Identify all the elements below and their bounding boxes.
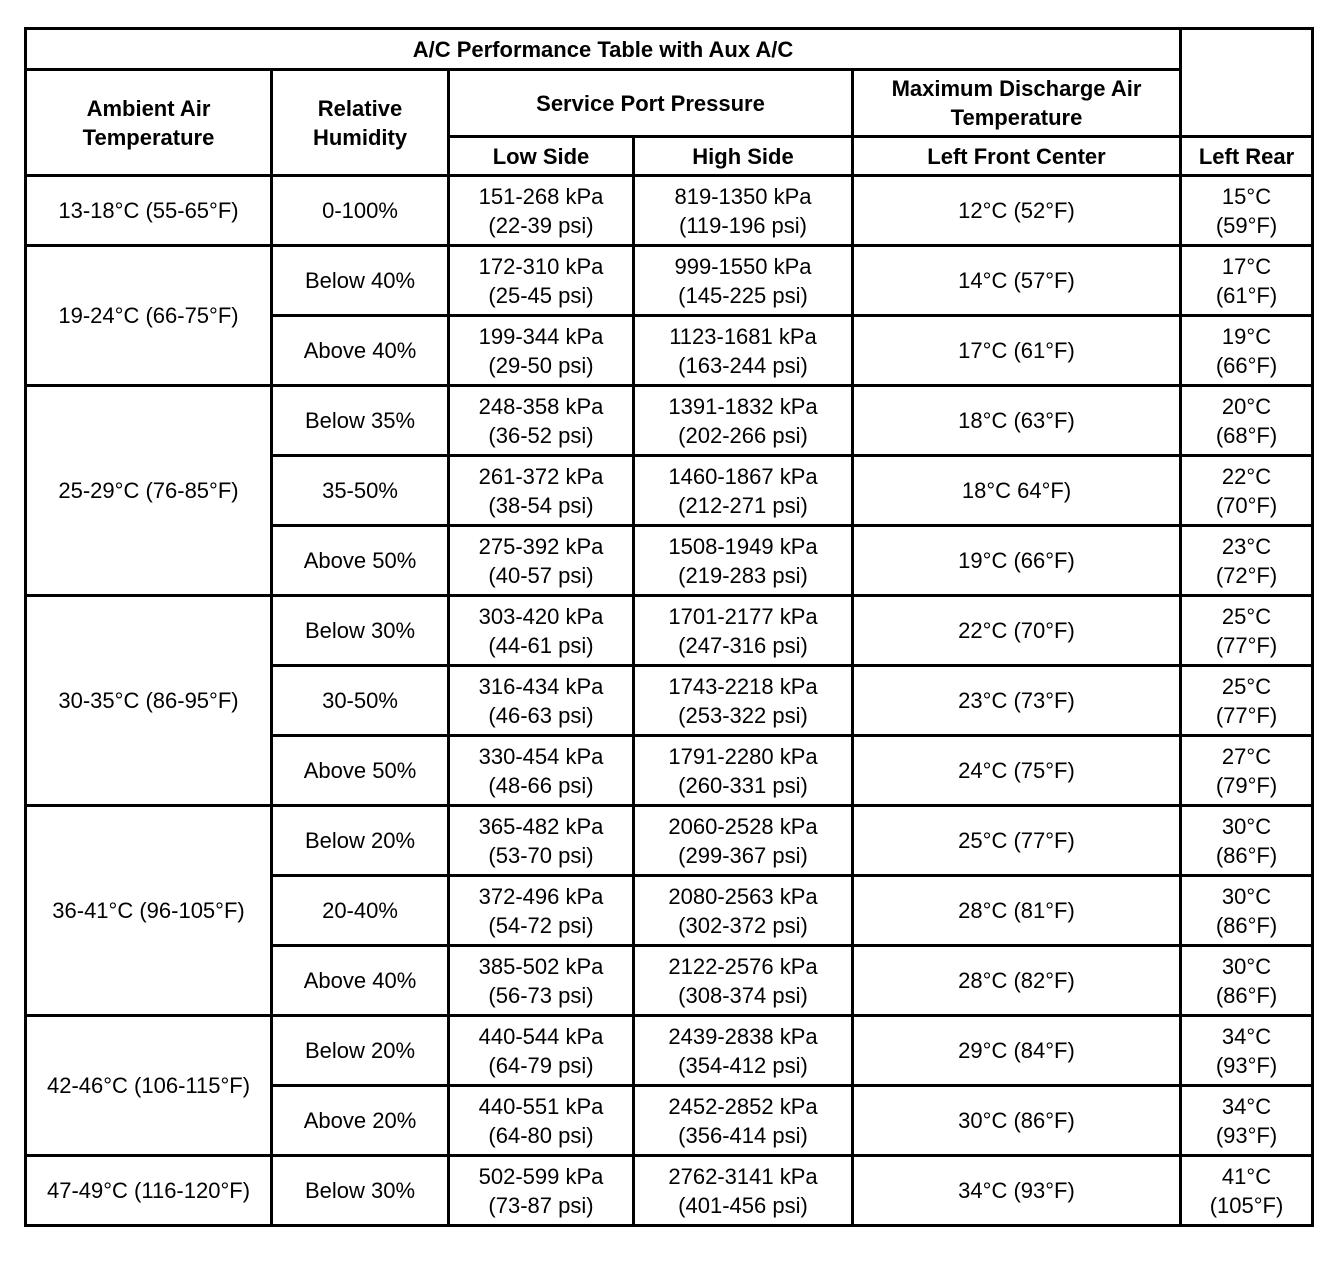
header-left-front-center: Left Front Center (853, 137, 1181, 176)
left-rear-cell-line: 15°C (1221, 183, 1272, 209)
low-side-cell (449, 386, 634, 456)
humidity-cell: Below 30% (272, 1156, 449, 1226)
low-side-cell-line: 303-420 kPa (478, 603, 604, 629)
left-front-center-cell: 23°C (73°F) (853, 666, 1181, 736)
left-rear-cell-line: 30°C (1221, 813, 1272, 839)
humidity-cell: Below 35% (272, 386, 449, 456)
left-rear-cell (1181, 596, 1313, 666)
header-ambient: Ambient Air Temperature (26, 70, 272, 176)
high-side-cell-line: (163-244 psi) (678, 352, 808, 378)
low-side-cell-line: 275-392 kPa (478, 533, 604, 559)
left-front-center-cell: 24°C (75°F) (853, 736, 1181, 806)
high-side-cell-line: 2060-2528 kPa (668, 813, 818, 839)
table-title: A/C Performance Table with Aux A/C (26, 29, 1181, 70)
high-side-cell-line: 1701-2177 kPa (668, 603, 818, 629)
low-side-cell-line: (64-79 psi) (488, 1052, 594, 1078)
table-row (26, 386, 1313, 456)
high-side-cell-line: (401-456 psi) (678, 1192, 808, 1218)
left-rear-cell (1181, 246, 1313, 316)
ambient-temp-cell: 47-49°C (116-120°F) (26, 1156, 272, 1226)
low-side-cell (449, 1086, 634, 1156)
ac-performance-table (24, 27, 1314, 1227)
humidity-cell: Below 40% (272, 246, 449, 316)
low-side-cell-line: 372-496 kPa (478, 883, 604, 909)
left-rear-cell (1181, 526, 1313, 596)
left-rear-cell-line: 34°C (1221, 1093, 1272, 1119)
high-side-cell-line: (354-412 psi) (678, 1052, 808, 1078)
low-side-cell-line: (46-63 psi) (488, 702, 594, 728)
left-front-center-cell: 30°C (86°F) (853, 1086, 1181, 1156)
low-side-cell (449, 316, 634, 386)
left-rear-cell (1181, 946, 1313, 1016)
high-side-cell (634, 456, 853, 526)
high-side-cell-line: 1123-1681 kPa (669, 323, 817, 349)
left-rear-cell-line: (105°F) (1209, 1192, 1284, 1218)
low-side-cell (449, 1156, 634, 1226)
high-side-cell (634, 666, 853, 736)
high-side-cell-line: 1508-1949 kPa (668, 533, 818, 559)
low-side-cell-line: 440-544 kPa (478, 1023, 604, 1049)
high-side-cell (634, 526, 853, 596)
low-side-cell-line: 502-599 kPa (478, 1163, 604, 1189)
left-rear-cell (1181, 806, 1313, 876)
high-side-cell (634, 1016, 853, 1086)
high-side-cell-line: 1791-2280 kPa (668, 743, 818, 769)
high-side-cell-line: (212-271 psi) (678, 492, 808, 518)
high-side-cell (634, 246, 853, 316)
high-side-cell-line: (299-367 psi) (678, 842, 808, 868)
low-side-cell-line: (54-72 psi) (488, 912, 594, 938)
left-rear-cell-line: 25°C (1221, 673, 1272, 699)
high-side-cell (634, 946, 853, 1016)
left-rear-cell-line: (61°F) (1215, 282, 1278, 308)
left-front-center-cell: 34°C (93°F) (853, 1156, 1181, 1226)
low-side-cell-line: (56-73 psi) (488, 982, 594, 1008)
left-rear-cell (1181, 736, 1313, 806)
low-side-cell (449, 596, 634, 666)
left-front-center-cell: 17°C (61°F) (853, 316, 1181, 386)
ambient-temp-cell: 36-41°C (96-105°F) (26, 806, 272, 1016)
high-side-cell-line: 2762-3141 kPa (668, 1163, 818, 1189)
left-rear-cell (1181, 666, 1313, 736)
low-side-cell-line: (29-50 psi) (488, 352, 594, 378)
low-side-cell (449, 736, 634, 806)
left-front-center-cell: 12°C (52°F) (853, 176, 1181, 246)
left-rear-cell-line: 17°C (1221, 253, 1272, 279)
low-side-cell (449, 1016, 634, 1086)
left-rear-cell-line: 27°C (1221, 743, 1272, 769)
low-side-cell-line: 330-454 kPa (478, 743, 604, 769)
left-rear-cell-line: (86°F) (1215, 842, 1278, 868)
ambient-temp-cell: 25-29°C (76-85°F) (26, 386, 272, 596)
left-rear-cell-line: 34°C (1221, 1023, 1272, 1049)
high-side-cell (634, 736, 853, 806)
low-side-cell-line: (38-54 psi) (488, 492, 594, 518)
high-side-cell (634, 316, 853, 386)
left-rear-cell (1181, 316, 1313, 386)
high-side-cell-line: (247-316 psi) (678, 632, 808, 658)
low-side-cell-line: 248-358 kPa (478, 393, 604, 419)
humidity-cell: Above 20% (272, 1086, 449, 1156)
left-rear-cell-line: (93°F) (1215, 1052, 1278, 1078)
left-rear-cell (1181, 456, 1313, 526)
left-front-center-cell: 25°C (77°F) (853, 806, 1181, 876)
high-side-cell (634, 806, 853, 876)
high-side-cell-line: 999-1550 kPa (674, 253, 812, 279)
humidity-cell: Below 20% (272, 806, 449, 876)
header-high-side: High Side (634, 137, 853, 176)
humidity-cell: 30-50% (272, 666, 449, 736)
high-side-cell-line: (260-331 psi) (678, 772, 808, 798)
high-side-cell-line: (145-225 psi) (678, 282, 808, 308)
header-service-port: Service Port Pressure (449, 70, 853, 137)
left-rear-cell-line: (79°F) (1215, 772, 1278, 798)
low-side-cell (449, 876, 634, 946)
high-side-cell-line: (202-266 psi) (678, 422, 808, 448)
low-side-cell (449, 806, 634, 876)
humidity-cell: 20-40% (272, 876, 449, 946)
table-row (26, 246, 1313, 316)
low-side-cell-line: 261-372 kPa (478, 463, 604, 489)
low-side-cell-line: 316-434 kPa (478, 673, 604, 699)
left-front-center-cell: 18°C 64°F) (853, 456, 1181, 526)
low-side-cell-line: 151-268 kPa (478, 183, 604, 209)
ambient-temp-cell: 19-24°C (66-75°F) (26, 246, 272, 386)
low-side-cell-line: (22-39 psi) (488, 212, 594, 238)
high-side-cell-line: (219-283 psi) (678, 562, 808, 588)
left-front-center-cell: 22°C (70°F) (853, 596, 1181, 666)
left-rear-cell-line: 30°C (1221, 953, 1272, 979)
high-side-cell-line: (356-414 psi) (678, 1122, 808, 1148)
high-side-cell-line: 1391-1832 kPa (668, 393, 818, 419)
left-rear-cell (1181, 1156, 1313, 1226)
humidity-cell: 35-50% (272, 456, 449, 526)
left-rear-cell-line: (72°F) (1215, 562, 1278, 588)
high-side-cell-line: (302-372 psi) (678, 912, 808, 938)
left-rear-cell-line: (86°F) (1215, 912, 1278, 938)
left-rear-cell-line: 22°C (1221, 463, 1272, 489)
header-low-side: Low Side (449, 137, 634, 176)
low-side-cell-line: 440-551 kPa (478, 1093, 604, 1119)
left-rear-cell (1181, 1086, 1313, 1156)
high-side-cell (634, 386, 853, 456)
high-side-cell (634, 1156, 853, 1226)
low-side-cell-line: (40-57 psi) (488, 562, 594, 588)
low-side-cell-line: (36-52 psi) (488, 422, 594, 448)
left-front-center-cell: 19°C (66°F) (853, 526, 1181, 596)
table-row (26, 806, 1313, 876)
high-side-cell-line: (253-322 psi) (678, 702, 808, 728)
high-side-cell-line: (119-196 psi) (679, 212, 807, 238)
humidity-cell: 0-100% (272, 176, 449, 246)
header-humidity: Relative Humidity (272, 70, 449, 176)
high-side-cell-line: 1460-1867 kPa (668, 463, 818, 489)
low-side-cell-line: (44-61 psi) (488, 632, 594, 658)
table-row (26, 1156, 1313, 1226)
table-row (26, 176, 1313, 246)
left-rear-cell (1181, 1016, 1313, 1086)
left-rear-cell-line: 20°C (1221, 393, 1272, 419)
header-left-rear: Left Rear (1181, 137, 1313, 176)
left-rear-cell-line: (86°F) (1215, 982, 1278, 1008)
high-side-cell-line: 2439-2838 kPa (668, 1023, 818, 1049)
humidity-cell: Above 50% (272, 526, 449, 596)
left-front-center-cell: 28°C (82°F) (853, 946, 1181, 1016)
left-rear-cell-line: 30°C (1221, 883, 1272, 909)
left-rear-cell-line: 41°C (1221, 1163, 1272, 1189)
left-rear-cell-line: (93°F) (1215, 1122, 1278, 1148)
left-front-center-cell: 28°C (81°F) (853, 876, 1181, 946)
ambient-temp-cell: 30-35°C (86-95°F) (26, 596, 272, 806)
humidity-cell: Above 40% (272, 946, 449, 1016)
ambient-temp-cell: 13-18°C (55-65°F) (26, 176, 272, 246)
low-side-cell-line: 385-502 kPa (478, 953, 604, 979)
high-side-cell-line: 1743-2218 kPa (668, 673, 818, 699)
left-rear-cell-line: 25°C (1221, 603, 1272, 629)
left-rear-cell-line: (68°F) (1215, 422, 1278, 448)
left-rear-cell-line: 23°C (1221, 533, 1272, 559)
low-side-cell-line: (64-80 psi) (488, 1122, 594, 1148)
left-front-center-cell: 18°C (63°F) (853, 386, 1181, 456)
left-rear-cell (1181, 176, 1313, 246)
high-side-cell (634, 1086, 853, 1156)
low-side-cell (449, 946, 634, 1016)
humidity-cell: Above 50% (272, 736, 449, 806)
left-rear-cell-line: (66°F) (1215, 352, 1278, 378)
low-side-cell (449, 456, 634, 526)
left-front-center-cell: 29°C (84°F) (853, 1016, 1181, 1086)
header-max-discharge: Maximum Discharge Air Temperature (853, 70, 1181, 137)
table-row (26, 596, 1313, 666)
low-side-cell-line: (53-70 psi) (488, 842, 594, 868)
high-side-cell (634, 176, 853, 246)
left-front-center-cell: 14°C (57°F) (853, 246, 1181, 316)
low-side-cell-line: 365-482 kPa (478, 813, 604, 839)
left-rear-cell-line: (59°F) (1215, 212, 1278, 238)
low-side-cell-line: (48-66 psi) (488, 772, 594, 798)
low-side-cell (449, 246, 634, 316)
high-side-cell (634, 876, 853, 946)
humidity-cell: Below 20% (272, 1016, 449, 1086)
blank-corner-cell (1181, 29, 1313, 137)
table-body (26, 176, 1313, 1226)
left-rear-cell-line: (70°F) (1215, 492, 1278, 518)
low-side-cell-line: 199-344 kPa (478, 323, 604, 349)
humidity-cell: Below 30% (272, 596, 449, 666)
low-side-cell (449, 176, 634, 246)
low-side-cell (449, 666, 634, 736)
left-rear-cell-line: (77°F) (1215, 632, 1278, 658)
low-side-cell-line: (73-87 psi) (488, 1192, 594, 1218)
low-side-cell (449, 526, 634, 596)
left-rear-cell (1181, 876, 1313, 946)
humidity-cell: Above 40% (272, 316, 449, 386)
low-side-cell-line: (25-45 psi) (488, 282, 594, 308)
left-rear-cell-line: (77°F) (1215, 702, 1278, 728)
ambient-temp-cell: 42-46°C (106-115°F) (26, 1016, 272, 1156)
high-side-cell-line: 819-1350 kPa (674, 183, 812, 209)
table-row (26, 1016, 1313, 1086)
left-rear-cell-line: 19°C (1221, 323, 1272, 349)
left-rear-cell (1181, 386, 1313, 456)
high-side-cell (634, 596, 853, 666)
high-side-cell-line: 2452-2852 kPa (668, 1093, 818, 1119)
high-side-cell-line: 2080-2563 kPa (668, 883, 818, 909)
high-side-cell-line: (308-374 psi) (678, 982, 808, 1008)
high-side-cell-line: 2122-2576 kPa (668, 953, 818, 979)
low-side-cell-line: 172-310 kPa (478, 253, 604, 279)
